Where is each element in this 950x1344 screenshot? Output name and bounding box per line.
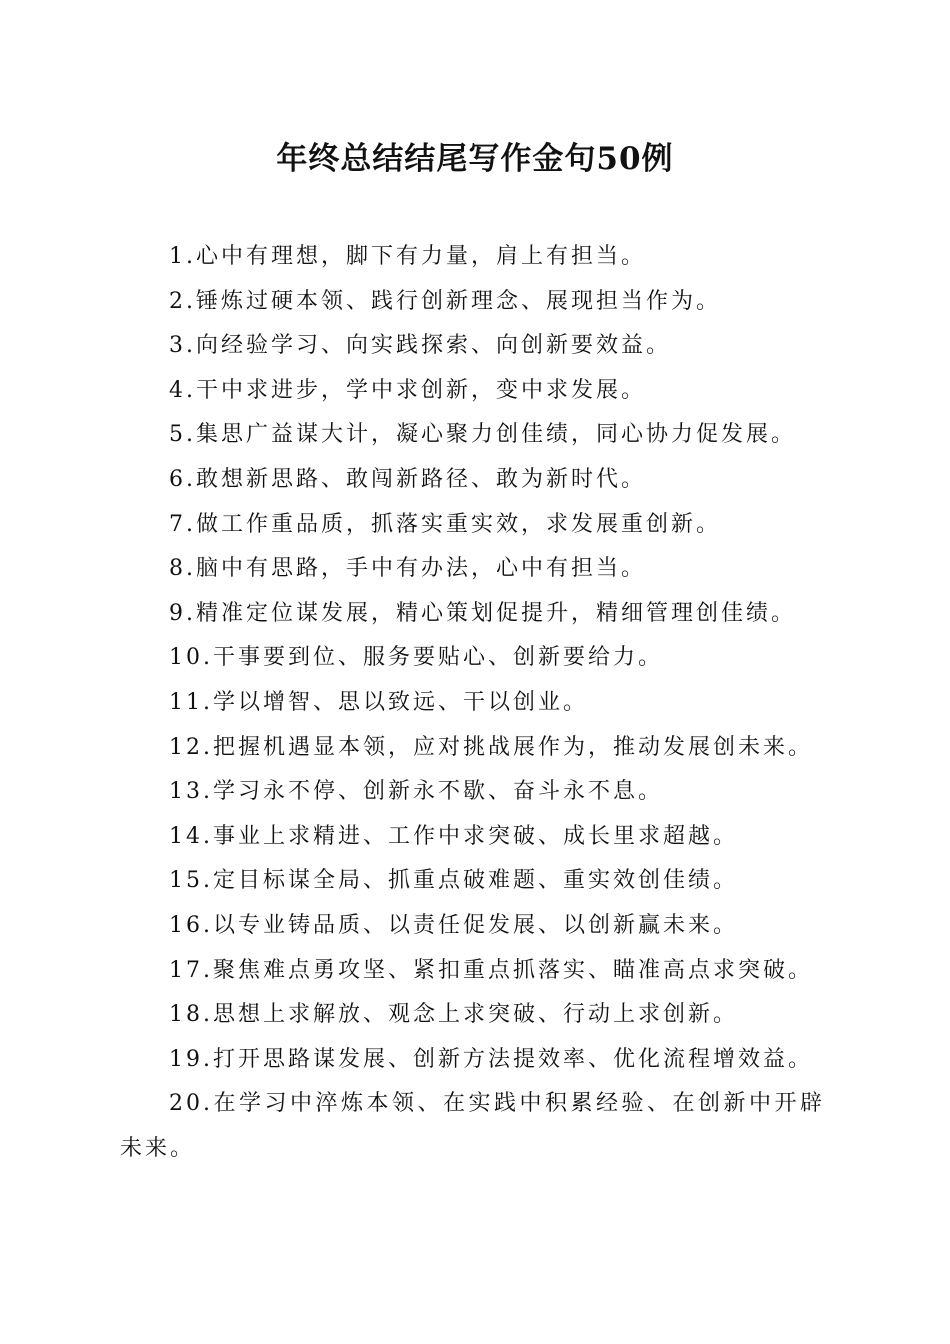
list-item: 18.思想上求解放、观念上求突破、行动上求创新。 bbox=[169, 1002, 738, 1028]
list-item: 8.脑中有思路，手中有办法，心中有担当。 bbox=[169, 556, 646, 582]
list-item: 5.集思广益谋大计，凝心聚力创佳绩，同心协力促发展。 bbox=[169, 422, 796, 448]
list-item: 11.学以增智、思以致远、干以创业。 bbox=[169, 689, 588, 715]
list-item: 14.事业上求精进、工作中求突破、成长里求超越。 bbox=[169, 823, 738, 849]
list-item: 6.敢想新思路、敢闯新路径、敢为新时代。 bbox=[169, 466, 646, 492]
list-item: 16.以专业铸品质、以责任促发展、以创新赢未来。 bbox=[169, 912, 738, 938]
list-item: 4.干中求进步，学中求创新，变中求发展。 bbox=[169, 377, 646, 403]
list-item: 7.做工作重品质，抓落实重实效，求发展重创新。 bbox=[169, 511, 721, 537]
document-title: 年终总结结尾写作金句50例 bbox=[276, 141, 674, 177]
list-item: 15.定目标谋全局、抓重点破难题、重实效创佳绩。 bbox=[169, 868, 738, 894]
list-item: 9.精准定位谋发展，精心策划促提升，精细管理创佳绩。 bbox=[169, 600, 796, 626]
list-item: 19.打开思路谋发展、创新方法提效率、优化流程增效益。 bbox=[169, 1046, 813, 1072]
quote-list bbox=[120, 235, 825, 1171]
list-item: 3.向经验学习、向实践探索、向创新要效益。 bbox=[169, 333, 671, 359]
list-item: 13.学习永不停、创新永不歇、奋斗永不息。 bbox=[169, 779, 663, 805]
list-item: 10.干事要到位、服务要贴心、创新要给力。 bbox=[169, 645, 663, 671]
list-item: 2.锤炼过硬本领、践行创新理念、展现担当作为。 bbox=[169, 288, 721, 314]
list-item: 20.在学习中淬炼本领、在实践中积累经验、在创新中开辟未来。 bbox=[120, 1091, 825, 1161]
list-item: 1.心中有理想，脚下有力量，肩上有担当。 bbox=[169, 244, 646, 269]
list-item: 12.把握机遇显本领，应对挑战展作为，推动发展创未来。 bbox=[169, 734, 813, 760]
list-item: 17.聚焦难点勇攻坚、紧扣重点抓落实、瞄准高点求突破。 bbox=[169, 957, 813, 983]
